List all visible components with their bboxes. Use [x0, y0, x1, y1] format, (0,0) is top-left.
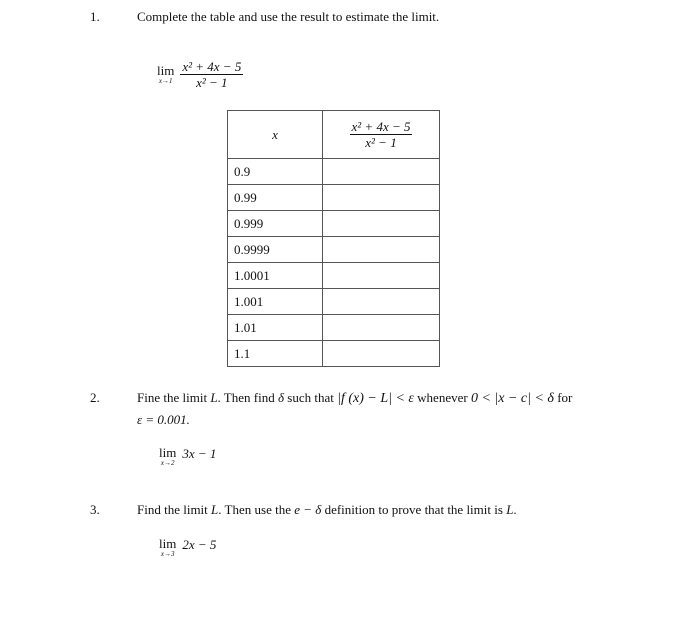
x-value-cell: 1.001: [228, 289, 323, 315]
x-value-cell: 0.999: [228, 211, 323, 237]
answer-cell[interactable]: [323, 341, 440, 367]
problem-2-limit-expression: [159, 446, 216, 468]
text-fragment: definition to prove that the limit is: [324, 502, 503, 517]
answer-cell[interactable]: [323, 263, 440, 289]
table-row: [228, 159, 440, 185]
math-delta: δ: [277, 390, 285, 405]
problem-1-limit-expression: [157, 59, 243, 90]
fraction-numerator: x² + 4x − 5: [182, 59, 242, 74]
answer-cell[interactable]: [323, 315, 440, 341]
text-fragment: Fine the limit: [137, 390, 208, 405]
problem-3-text: [137, 502, 517, 518]
problem-1-number: 1.: [90, 9, 100, 24]
limit-word: lim: [159, 536, 177, 551]
limit-operator: [159, 537, 176, 559]
table-row: [228, 185, 440, 211]
x-value-cell: 0.99: [228, 185, 323, 211]
x-value-cell: 1.1: [228, 341, 323, 367]
limit-fraction: [180, 59, 243, 90]
table-row: [228, 237, 440, 263]
limit-word: lim: [157, 62, 175, 78]
header-numerator: x² + 4x − 5: [351, 119, 411, 134]
limit-subscript: x→2: [160, 459, 175, 467]
text-fragment: . Then find: [217, 390, 275, 405]
table-row: [228, 341, 440, 367]
math-L: L: [211, 502, 219, 517]
header-denominator: x² − 1: [350, 134, 413, 150]
problem-2-number: 2.: [90, 390, 100, 405]
answer-cell[interactable]: [323, 185, 440, 211]
math-condition: 0 < |x − c| < δ: [470, 391, 554, 406]
table-row: [228, 263, 440, 289]
limit-operator: [159, 446, 176, 468]
math-L: L: [506, 502, 514, 517]
text-fragment: .: [513, 502, 517, 517]
text-fragment: for: [557, 390, 573, 405]
math-L: L: [210, 390, 218, 405]
limit-body: 3x − 1: [182, 446, 217, 461]
limit-subscript: x→1: [158, 76, 173, 85]
table-row: [228, 289, 440, 315]
answer-cell[interactable]: [323, 289, 440, 315]
text-fragment: . Then use the: [218, 502, 291, 517]
table-row: [228, 315, 440, 341]
header-function: [323, 111, 440, 159]
text-fragment: such that: [287, 390, 334, 405]
fraction-denominator: x² − 1: [180, 74, 243, 90]
table-header-row: [228, 111, 440, 159]
answer-cell[interactable]: [323, 237, 440, 263]
text-fragment: whenever: [417, 390, 468, 405]
problem-2-epsilon: ε = 0.001.: [137, 412, 190, 427]
math-e-delta: e − δ: [294, 502, 322, 517]
problem-3-number: 3.: [90, 502, 100, 517]
problem-1-instruction: Complete the table and use the result to estimate the limit.: [137, 9, 440, 24]
limit-body: 2x − 5: [182, 537, 217, 552]
limit-word: lim: [159, 445, 177, 460]
text-fragment: Find the limit: [137, 502, 208, 517]
limit-operator: [157, 64, 174, 86]
problem-3-limit-expression: [159, 537, 216, 559]
x-value-cell: 0.9: [228, 159, 323, 185]
answer-cell[interactable]: [323, 211, 440, 237]
answer-cell[interactable]: [323, 159, 440, 185]
problem-2-text: [137, 390, 572, 407]
header-x: x: [228, 111, 323, 159]
x-value-cell: 1.01: [228, 315, 323, 341]
x-value-cell: 1.0001: [228, 263, 323, 289]
table-row: [228, 211, 440, 237]
values-table: [227, 110, 440, 367]
x-value-cell: 0.9999: [228, 237, 323, 263]
limit-subscript: x→3: [160, 550, 175, 558]
math-abs-expression: |f (x) − L| < ε: [337, 391, 414, 406]
